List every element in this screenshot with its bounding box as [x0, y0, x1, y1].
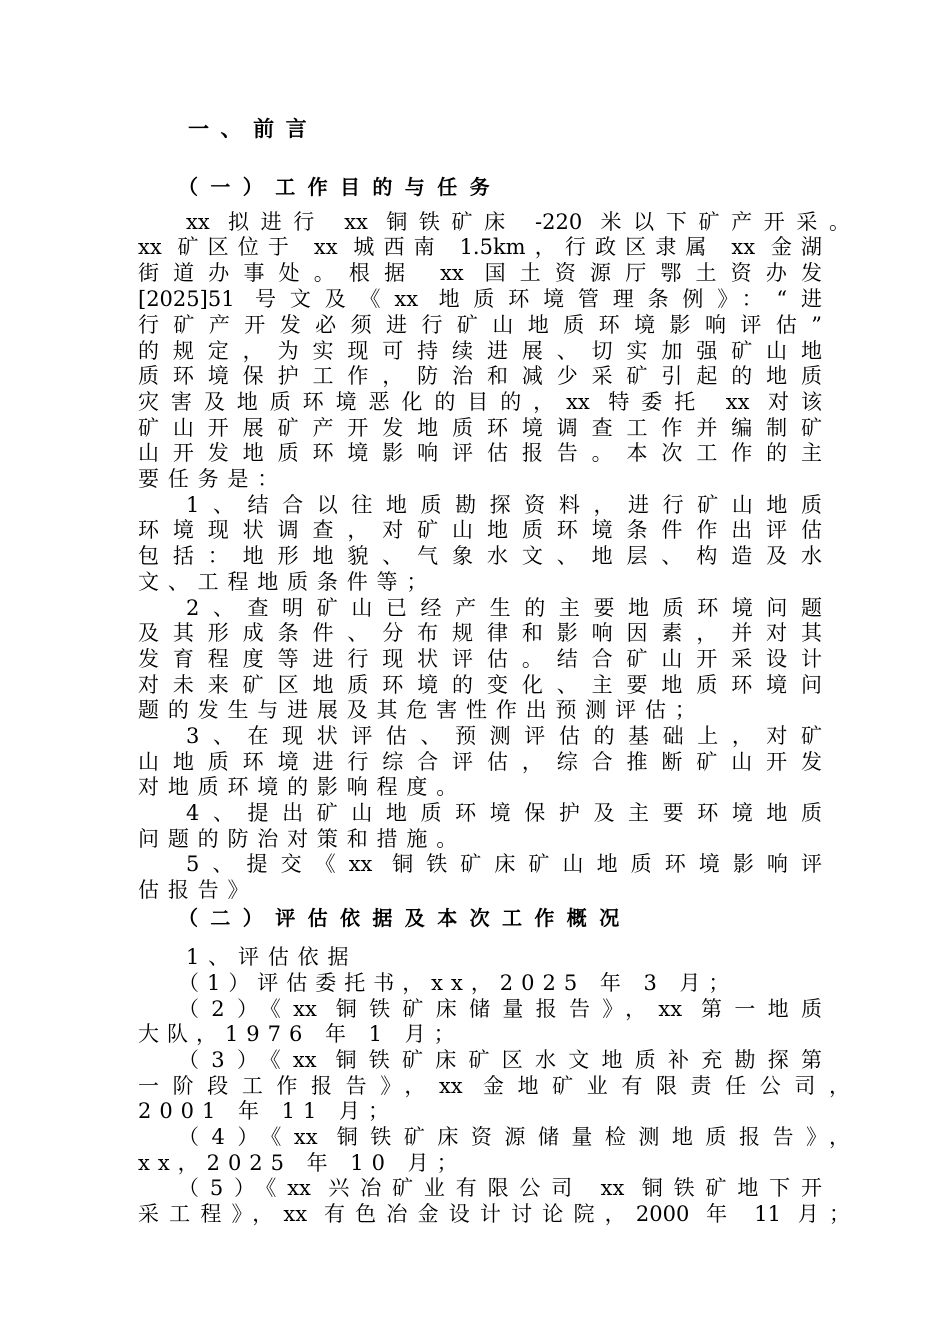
paragraph-line: 采工程》，xx 有色冶金设计讨论院，2000 年 11 月； — [138, 1202, 850, 1226]
task-item: 2、查明矿山已经产生的主要地质环境问题 — [186, 596, 822, 620]
paragraph-line: 行矿产开发必须进行矿山地质环境影响评估” — [138, 313, 822, 337]
paragraph-line: 包括：地形地貌、气象水文、地层、构造及水 — [138, 544, 822, 568]
paragraph-line: 2001 年 11 月； — [138, 1099, 397, 1123]
task-item: 4、提出矿山地质环境保护及主要环境地质 — [186, 801, 822, 825]
paragraph-line: 对未来矿区地质环境的变化、主要地质环境问 — [138, 673, 822, 697]
paragraph-line: 问题的防治对策和措施。 — [138, 827, 467, 851]
paragraph-line: 质环境保护工作，防治和减少采矿引起的地质 — [138, 364, 822, 388]
paragraph-line: 及其形成条件、分布规律和影响因素，并对其 — [138, 621, 822, 645]
task-item: 5、提交《xx 铜铁矿床矿山地质环境影响评 — [186, 852, 822, 876]
reference-item: （1）评估委托书，xx，2025 年 3 月； — [178, 971, 738, 995]
paragraph-line: 矿山开展矿产开发地质环境调查工作并编制矿 — [138, 416, 822, 440]
paragraph-line: xx 拟进行 xx 铜铁矿床 -220 米以下矿产开采。 — [186, 210, 850, 234]
reference-item: （2）《xx 铜铁矿床储量报告》，xx 第一地质 — [178, 997, 822, 1021]
paragraph-line: 对地质环境的影响程度。 — [138, 775, 467, 799]
paragraph-line: xx，2025 年 10 月； — [138, 1151, 466, 1175]
section-title-basis: （二）评估依据及本次工作概况 — [178, 906, 632, 930]
paragraph-line: 一阶段工作报告》，xx 金地矿业有限责任公司， — [138, 1074, 850, 1098]
heading-foreword: 一、前言 — [188, 117, 319, 141]
paragraph-line: 的规定，为实现可持续进展、切实加强矿山地 — [138, 339, 822, 363]
paragraph-line: 街道办事处。根据 xx 国土资源厅鄂土资办发 — [138, 261, 822, 285]
paragraph-line: [2025]51 号文及《xx 地质环境管理条例》：“进 — [138, 287, 822, 311]
paragraph-line: 山开发地质环境影响评估报告。本次工作的主 — [138, 441, 822, 465]
subsection-title: 1、评估依据 — [186, 945, 358, 969]
paragraph-line: 题的发生与进展及其危害性作出预测评估； — [138, 698, 705, 722]
paragraph-line: 估报告》 — [138, 878, 258, 902]
task-item: 3、在现状评估、预测评估的基础上，对矿 — [186, 724, 822, 748]
reference-item: （3）《xx 铜铁矿床矿区水文地质补充勘探第 — [178, 1048, 822, 1072]
paragraph-line: 大队，1976 年 1 月； — [138, 1022, 463, 1046]
reference-item: （4）《xx 铜铁矿床资源储量检测地质报告》， — [178, 1125, 850, 1149]
paragraph-line: 灾害及地质环境恶化的目的，xx 特委托 xx 对该 — [138, 390, 822, 414]
paragraph-line: 环境现状调查，对矿山地质环境条件作出评估 — [138, 518, 822, 542]
paragraph-line: xx 矿区位于 xx 城西南 1.5km，行政区隶属 xx 金湖 — [138, 235, 822, 259]
paragraph-line: 要任务是： — [138, 467, 288, 491]
section-title-purpose: （一）工作目的与任务 — [178, 175, 502, 199]
task-item: 1、结合以往地质勘探资料，进行矿山地质 — [186, 493, 822, 517]
paragraph-line: 发育程度等进行现状评估。结合矿山开采设计 — [138, 647, 822, 671]
paragraph-line: 文、工程地质条件等； — [138, 570, 437, 594]
paragraph-line: 山地质环境进行综合评估，综合推断矿山开发 — [138, 750, 822, 774]
reference-item: （5）《xx 兴冶矿业有限公司 xx 铜铁矿地下开 — [178, 1176, 822, 1200]
